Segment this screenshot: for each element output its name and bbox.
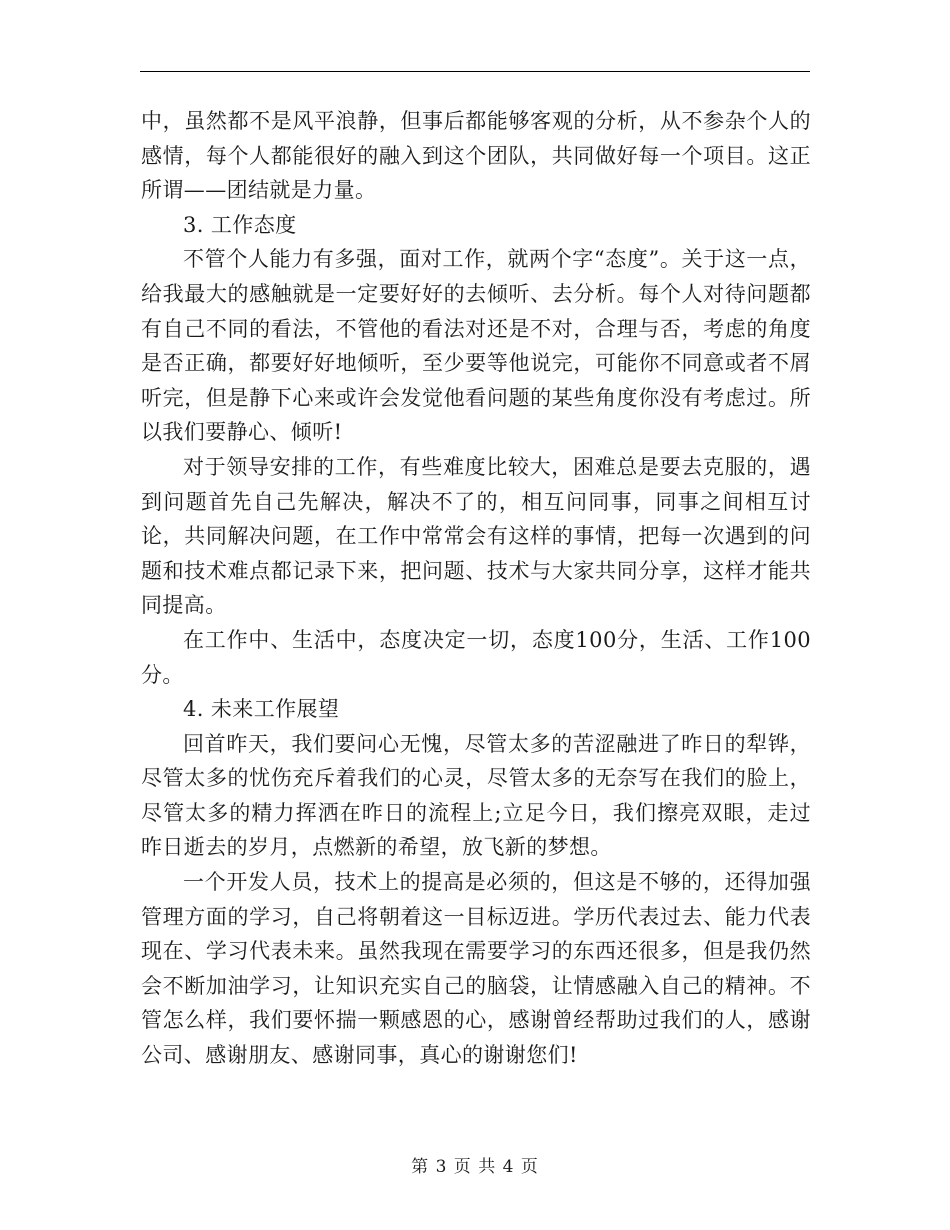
paragraph-continuation: 中，虽然都不是风平浪静，但事后都能够客观的分析，从不参杂个人的感情，每个人都能很好的融入到这个团队，共同做好每一个项目。这正所谓——团结就是力量。 <box>141 109 811 203</box>
paragraph: 回首昨天，我们要问心无愧，尽管太多的苦涩融进了昨日的犁铧，尽管太多的忧伤充斥着我们的心灵，尽管太多的无奈写在我们的脸上，尽管太多的精力挥洒在昨日的流程上;立足今日，我们擦亮双眼，走过昨日逝去的岁月，点燃新的希望，放飞新的梦想。 <box>141 731 811 860</box>
header-rule <box>140 71 810 72</box>
section-heading-work-attitude: 3. 工作态度 <box>183 212 297 237</box>
paragraph: 不管个人能力有多强，面对工作，就两个字“态度”。关于这一点，给我最大的感触就是一定要好好的去倾听、去分析。每个人对待问题都有自己不同的看法，不管他的看法对还是不对，合理与否，考虑的角度是否正确，都要好好地倾听，至少要等他说完，可能你不同意或者不屑听完，但是静下心来或许会发觉他看问题的某些角度你没有考虑过。所以我们要静心、倾听! <box>141 247 811 445</box>
page-number-footer: 第 3 页 共 4 页 <box>411 1157 539 1177</box>
paragraph: 在工作中、生活中，态度决定一切，态度100分，生活、工作100分。 <box>141 627 811 687</box>
section-heading-future-outlook: 4. 未来工作展望 <box>183 697 340 722</box>
paragraph: 一个开发人员，技术上的提高是必须的，但这是不够的，还得加强管理方面的学习，自己将朝着这一目标迈进。学历代表过去、能力代表现在、学习代表未来。虽然我现在需要学习的东西还很多，但是我仍然会不断加油学习，让知识充实自己的脑袋，让情感融入自己的精神。不管怎么样，我们要怀揣一颗感恩的心，感谢曾经帮助过我们的人，感谢公司、感谢朋友、感谢同事，真心的谢谢您们! <box>141 870 811 1068</box>
document-body <box>141 104 811 1073</box>
paragraph: 对于领导安排的工作，有些难度比较大，困难总是要去克服的，遇到问题首先自己先解决，解决不了的，相互问同事，同事之间相互讨论，共同解决问题，在工作中常常会有这样的事情，把每一次遇到的问题和技术难点都记录下来，把问题、技术与大家共同分享，这样才能共同提高。 <box>141 454 811 618</box>
